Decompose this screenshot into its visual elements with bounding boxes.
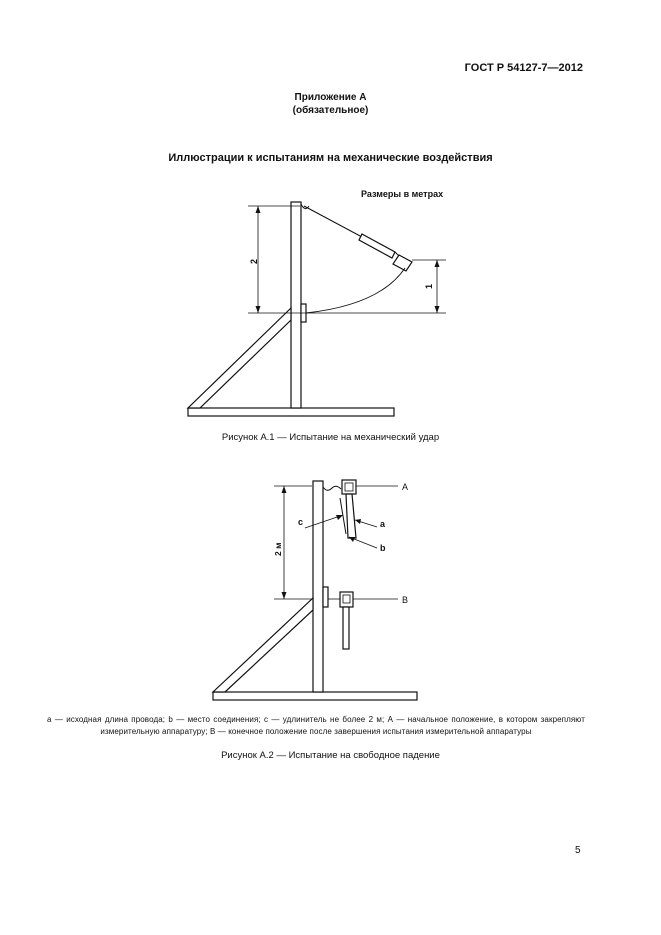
appendix-status: (обязательное) bbox=[292, 105, 369, 116]
fig2-label-c: c bbox=[298, 517, 304, 527]
fig2-post bbox=[313, 481, 323, 692]
fig2-dim-height: 2 м bbox=[273, 542, 283, 556]
page-number: 5 bbox=[575, 845, 581, 856]
fig2-brace bbox=[213, 598, 313, 692]
figure-2-caption: Рисунок А.2 — Испытание на свободное падение bbox=[221, 750, 440, 761]
fig1-dim-height: 2 bbox=[249, 258, 259, 264]
fig2-cable bbox=[346, 494, 356, 538]
fig2-cable-final bbox=[343, 607, 349, 649]
fig2-clamp bbox=[323, 587, 328, 607]
fig1-swing-arc bbox=[306, 268, 405, 313]
section-title: Иллюстрации к испытаниям на механические воздействия bbox=[168, 152, 493, 164]
figure-1-caption: Рисунок А.1 — Испытание на механический удар bbox=[221, 432, 440, 443]
fig2-base bbox=[213, 692, 417, 700]
fig1-device bbox=[393, 255, 412, 271]
figure-2-legend: a — исходная длина провода; b — место соединения; c — удлинитель не более 2 м; А — начальное положение, в котором закрепляют измерительную аппаратуру; В — конечное положение после завершения испытания измерительной аппаратуры bbox=[47, 715, 585, 736]
fig1-cable bbox=[359, 234, 395, 258]
fig1-units-note: Размеры в метрах bbox=[361, 189, 444, 199]
fig2-label-initial: А bbox=[402, 482, 409, 492]
fig1-post bbox=[291, 202, 301, 408]
appendix-title: Приложение А bbox=[294, 92, 367, 103]
fig2-label-final: В bbox=[402, 595, 409, 605]
fig2-label-a: a bbox=[380, 519, 386, 529]
fig1-base bbox=[188, 408, 394, 416]
fig2-label-b: b bbox=[380, 543, 386, 553]
fig1-dim-drop: 1 bbox=[424, 283, 434, 289]
fig1-brace bbox=[188, 308, 291, 408]
document-number: ГОСТ Р 54127-7—2012 bbox=[464, 62, 583, 74]
